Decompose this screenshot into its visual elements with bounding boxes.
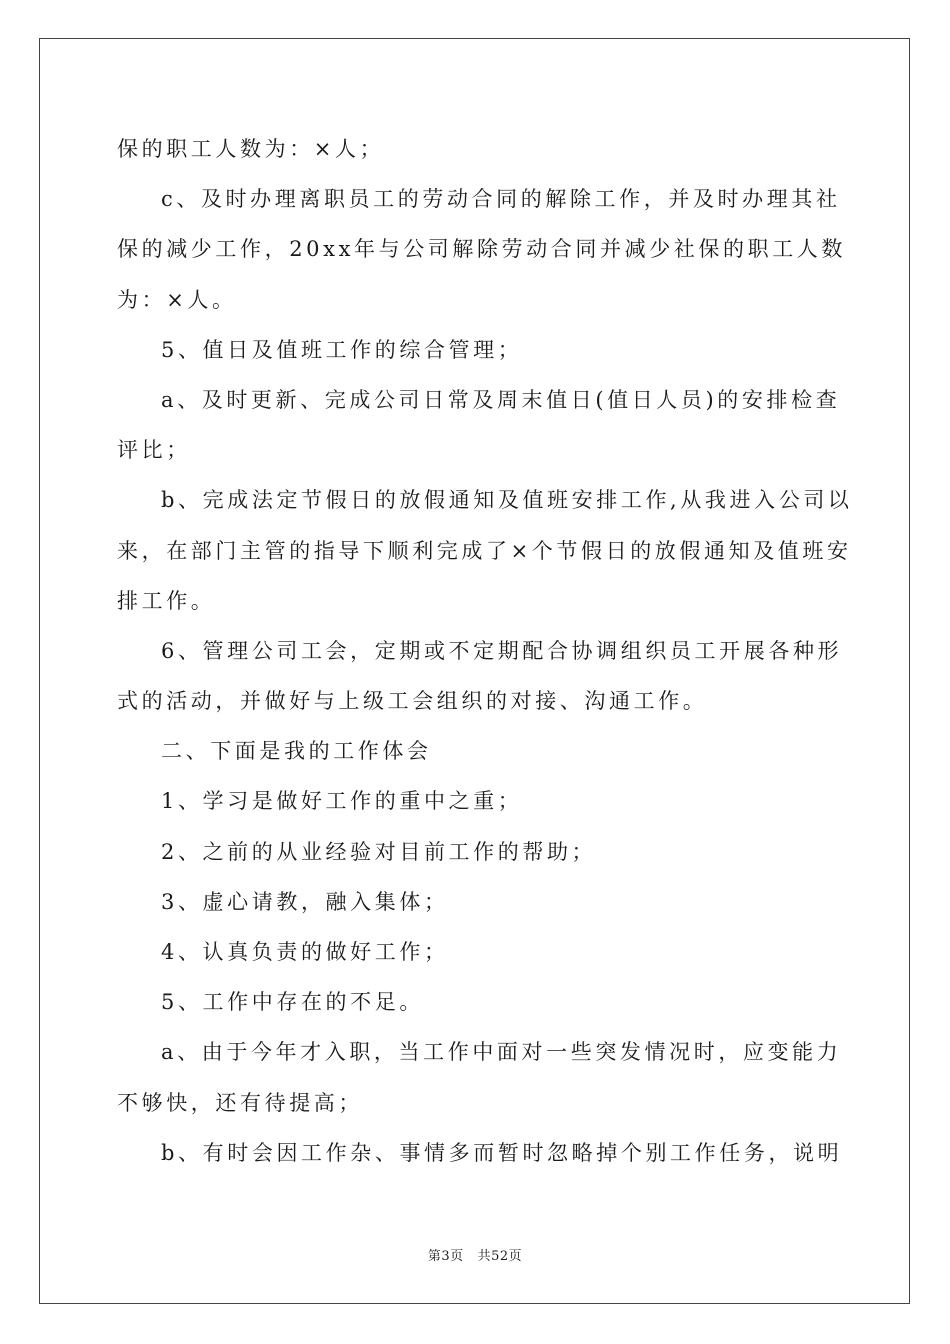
text-line: 式的活动，并做好与上级工会组织的对接、沟通工作。 — [117, 689, 708, 714]
text-line: 6、管理公司工会，定期或不定期配合协调组织员工开展各种形 — [161, 638, 843, 663]
text-line: 1、学习是做好工作的重中之重； — [161, 789, 523, 814]
text-line: 不够快，还有待提高； — [117, 1090, 363, 1115]
text-line: 2、之前的从业经验对目前工作的帮助； — [161, 839, 597, 864]
text-line: 保的减少工作，20xx年与公司解除劳动合同并减少社保的职工人数 — [117, 237, 847, 262]
text-line: b、有时会因工作杂、事情多而暂时忽略掉个别工作任务，说明 — [161, 1140, 843, 1165]
text-line: 排工作。 — [117, 588, 216, 613]
document-body — [117, 124, 853, 1178]
page-total: 共52页 — [477, 1249, 523, 1264]
text-line: 4、认真负责的做好工作； — [161, 940, 449, 964]
text-line: 3、虚心请教，融入集体； — [161, 889, 449, 914]
page-number: 第3页 — [427, 1249, 464, 1264]
text-line: b、完成法定节假日的放假通知及值班安排工作,从我进入公司以 — [161, 488, 853, 513]
text-line: 5、值日及值班工作的综合管理； — [161, 337, 523, 362]
text-line: 保的职工人数为：×人； — [117, 137, 385, 161]
text-line: 为：×人。 — [117, 287, 237, 312]
text-line: a、由于今年才入职，当工作中面对一些突发情况时，应变能力 — [161, 1040, 842, 1065]
text-line: 二、下面是我的工作体会 — [161, 739, 432, 764]
page-footer — [0, 1245, 950, 1264]
text-line: 来，在部门主管的指导下顺利完成了×个节假日的放假通知及值班安 — [117, 538, 852, 563]
text-line: c、及时办理离职员工的劳动合同的解除工作，并及时办理其社 — [161, 187, 841, 212]
text-line: a、及时更新、完成公司日常及周末值日(值日人员)的安排检查 — [161, 387, 841, 412]
text-line: 评比； — [117, 438, 191, 463]
text-line: 5、工作中存在的不足。 — [161, 990, 424, 1015]
